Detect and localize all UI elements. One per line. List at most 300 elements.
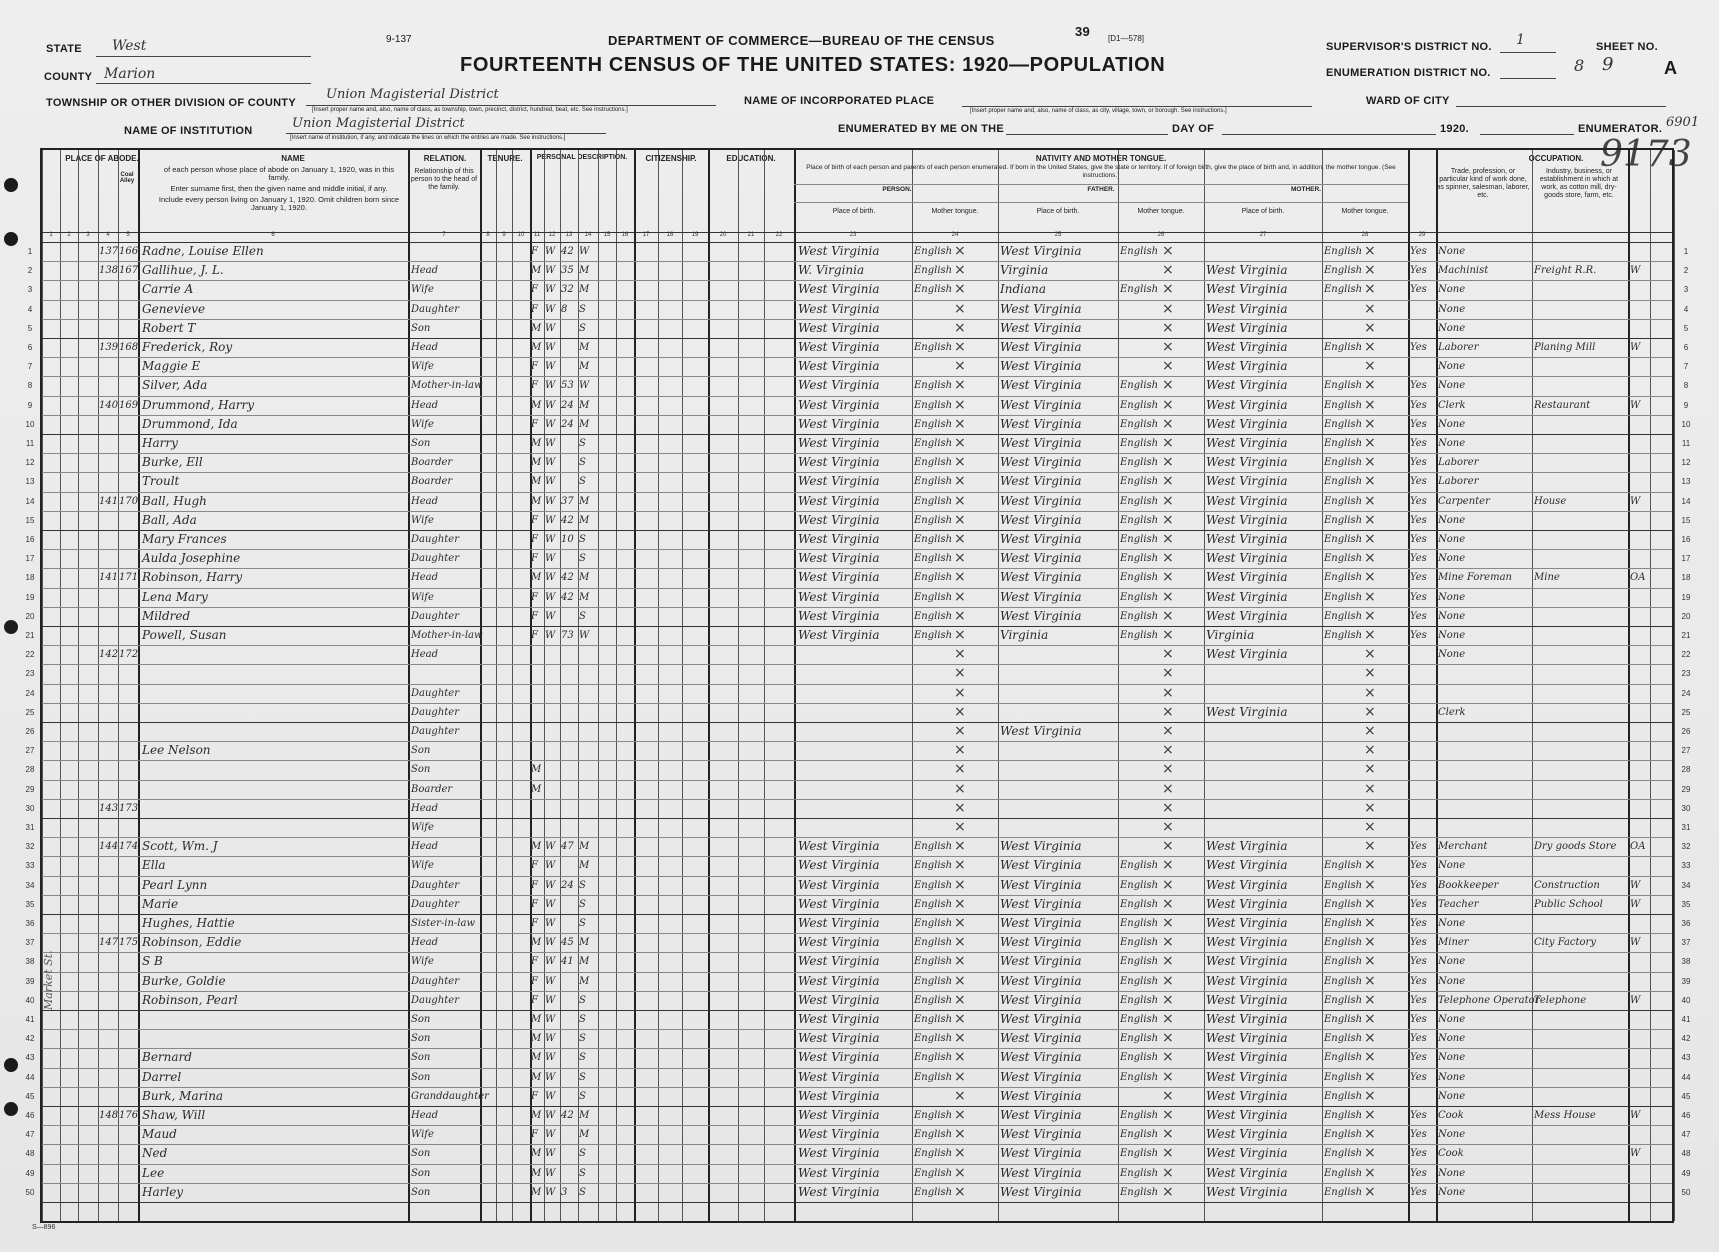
cell-relation: Wife: [411, 361, 434, 373]
cell-speak: Yes: [1410, 898, 1427, 910]
cross-mark: ×: [954, 607, 966, 624]
cell-relation: Daughter: [411, 994, 459, 1006]
table-row: [42, 280, 1672, 299]
cross-mark: ×: [1162, 646, 1174, 663]
cell-occ: Machinist: [1438, 265, 1489, 277]
cross-mark: ×: [954, 1183, 966, 1200]
cross-mark: ×: [1162, 569, 1174, 586]
cell-birth: West Virginia: [798, 301, 880, 316]
cross-mark: ×: [954, 396, 966, 413]
ward-label: WARD OF CITY: [1366, 95, 1450, 107]
cross-mark: ×: [1162, 1183, 1174, 1200]
cross-mark: ×: [1364, 703, 1376, 720]
cross-mark: ×: [954, 1011, 966, 1027]
cell-occ: Telephone Operator: [1438, 994, 1540, 1006]
cross-mark: ×: [1364, 473, 1376, 490]
cell-mtongue: English: [1324, 975, 1363, 987]
cross-mark: ×: [1162, 1145, 1174, 1162]
cell-race: W: [545, 1148, 556, 1160]
institution-value: Union Magisterial District: [292, 116, 465, 131]
cell-occ: None: [1438, 284, 1466, 296]
cell-name: Marie: [142, 896, 179, 911]
row-number-right: 31: [1681, 823, 1691, 832]
table-row: [42, 607, 1672, 626]
census-title: FOURTEENTH CENSUS OF THE UNITED STATES: 1920—POPULATION: [460, 54, 1166, 76]
cross-mark: ×: [1162, 799, 1174, 816]
row-number-left: 33: [25, 861, 35, 871]
cell-fbirth: West Virginia: [1000, 244, 1082, 258]
cell-mtongue: English: [1324, 246, 1363, 257]
cross-mark: ×: [1364, 972, 1376, 989]
cell-name: Radne, Louise Ellen: [142, 244, 264, 258]
row-number-right: 40: [1681, 995, 1691, 1005]
row-number-right: 27: [1681, 746, 1691, 756]
column-number: 13: [565, 232, 573, 238]
cell-sex: F: [531, 898, 538, 910]
cell-occ: None: [1438, 380, 1466, 392]
group-name: NAME: [281, 154, 305, 163]
cross-mark: ×: [954, 281, 966, 298]
cell-ftongue: English: [1120, 918, 1159, 929]
page-stamp: 39: [1075, 24, 1091, 39]
cell-mtongue: English: [1324, 380, 1363, 392]
cell-fbirth: West Virginia: [1000, 1031, 1082, 1046]
cell-sex: M: [531, 572, 542, 584]
cell-ftongue: English: [1120, 1110, 1159, 1121]
cell-name: Harley: [142, 1184, 184, 1199]
cell-speak: Yes: [1410, 1129, 1427, 1141]
cell-tongue: English: [914, 534, 953, 545]
cell-name: Troult: [142, 474, 180, 489]
row-number-left: 13: [25, 477, 35, 487]
column-number: 22: [775, 232, 783, 238]
cell-birth: West Virginia: [798, 474, 880, 489]
cell-relation: Son: [411, 1033, 431, 1045]
cross-mark: ×: [1162, 915, 1174, 931]
row-number-right: 46: [1681, 1111, 1691, 1120]
cell-name: Genevieve: [142, 301, 206, 316]
cell-mtongue: English: [1324, 879, 1363, 891]
row-number-right: 45: [1681, 1091, 1691, 1101]
row-number-right: 25: [1681, 707, 1691, 717]
row-number-left: 4: [27, 304, 33, 314]
department-title: DEPARTMENT OF COMMERCE—BUREAU OF THE CENSUS: [608, 33, 995, 48]
cell-name: Bernard: [142, 1050, 192, 1065]
cell-occ: None: [1438, 322, 1466, 334]
mother-birth-head: Place of birth.: [1241, 208, 1285, 215]
cell-tongue: English: [914, 495, 953, 507]
cell-relation: Son: [411, 1186, 431, 1198]
table-row: [42, 952, 1672, 971]
cell-mbirth: West Virginia: [1206, 1184, 1288, 1199]
cell-sex: M: [531, 476, 542, 488]
cell-ftongue: English: [1120, 1148, 1159, 1160]
cell-race: W: [545, 265, 556, 277]
cross-mark: ×: [1162, 243, 1174, 259]
cell-speak: Yes: [1410, 457, 1427, 469]
cell-mbirth: West Virginia: [1206, 301, 1288, 316]
column-number: 21: [747, 232, 755, 238]
cell-sex: F: [531, 610, 538, 622]
row-number-right: 22: [1681, 650, 1691, 660]
cell-mtongue: English: [1324, 1090, 1363, 1102]
column-number: 10: [517, 232, 525, 238]
row-number-right: 24: [1681, 688, 1691, 698]
cross-mark: ×: [1162, 531, 1174, 547]
cross-mark: ×: [954, 1030, 966, 1047]
cell-birth: W. Virginia: [798, 263, 865, 278]
row-number-left: 34: [25, 880, 35, 890]
cross-mark: ×: [1162, 339, 1174, 355]
row-number-left: 6: [27, 343, 33, 352]
cell-sex: F: [531, 994, 538, 1006]
table-row: [42, 492, 1672, 511]
cell-mbirth: West Virginia: [1206, 1165, 1288, 1180]
cell-mbirth: West Virginia: [1206, 263, 1288, 278]
county-label: COUNTY: [44, 71, 93, 83]
row-number-right: 15: [1681, 515, 1691, 525]
cell-race: W: [545, 841, 556, 853]
row-number-left: 20: [25, 611, 35, 621]
cell-sex: M: [531, 322, 542, 334]
cell-marital: M: [579, 956, 590, 968]
cross-mark: ×: [954, 1145, 966, 1162]
cell-tongue: English: [914, 591, 953, 603]
cell-occ: Cook: [1438, 1148, 1464, 1160]
enumerator-name-underline: [1480, 134, 1574, 135]
cell-sex: M: [531, 1033, 542, 1045]
cross-mark: ×: [1364, 607, 1376, 624]
census-grid: [25, 148, 1691, 1223]
supervisor-underline: [1500, 52, 1556, 53]
row-number-right: 43: [1681, 1053, 1691, 1063]
cell-birth: West Virginia: [798, 512, 880, 527]
cell-sex: F: [531, 534, 538, 545]
cell-name: Burke, Goldie: [142, 973, 226, 988]
row-number-left: 15: [25, 515, 35, 525]
cell-dwelling: 139: [99, 342, 119, 353]
cell-speak: Yes: [1410, 630, 1427, 641]
cell-marital: M: [579, 342, 590, 353]
cell-speak: Yes: [1410, 418, 1427, 430]
cross-mark: ×: [1162, 665, 1174, 682]
cell-marital: M: [579, 841, 590, 853]
cell-mtongue: English: [1324, 956, 1363, 968]
month-underline: [1222, 134, 1436, 135]
cell-name: Maggie E: [142, 359, 201, 374]
cell-sex: M: [531, 1148, 542, 1160]
cell-relation: Son: [411, 745, 431, 757]
cell-family: 169: [119, 399, 139, 411]
cross-mark: ×: [954, 435, 966, 451]
cell-speak: Yes: [1410, 284, 1427, 296]
cross-mark: ×: [1162, 1164, 1174, 1181]
table-row: [42, 972, 1672, 991]
table-row: [42, 760, 1672, 779]
cell-birth: West Virginia: [798, 493, 880, 508]
cell-relation: Daughter: [411, 898, 459, 910]
cell-mtongue: English: [1324, 284, 1363, 296]
row-number-right: 20: [1681, 611, 1691, 621]
cell-occ: Merchant: [1438, 841, 1488, 853]
cell-tongue: English: [914, 898, 953, 910]
cell-fbirth: West Virginia: [1000, 916, 1082, 930]
cross-mark: ×: [1162, 454, 1174, 471]
cross-mark: ×: [954, 511, 966, 528]
cross-mark: ×: [954, 1164, 966, 1181]
cell-speak: Yes: [1410, 1071, 1427, 1083]
cell-mtongue: English: [1324, 860, 1363, 872]
row-number-right: 26: [1681, 727, 1691, 736]
cell-ftongue: English: [1120, 246, 1159, 257]
cross-mark: ×: [1162, 319, 1174, 336]
cell-relation: Head: [411, 649, 439, 661]
cell-mtongue: English: [1324, 265, 1363, 277]
cell-mtongue: English: [1324, 898, 1363, 910]
cell-name: Frederick, Roy: [142, 340, 233, 354]
cell-ftongue: English: [1120, 399, 1159, 411]
cell-name: Hughes, Hattie: [142, 916, 235, 930]
cell-marital: S: [579, 1090, 586, 1102]
row-number-right: 13: [1681, 477, 1691, 487]
row-number-left: 50: [25, 1187, 35, 1197]
sheet-value: 9: [1602, 54, 1614, 75]
cell-marital: S: [579, 322, 586, 334]
cell-fbirth: West Virginia: [1000, 954, 1082, 969]
cell-name: Silver, Ada: [142, 378, 208, 393]
cell-name: Maud: [142, 1127, 177, 1142]
person-tongue-head: Mother tongue.: [931, 208, 979, 215]
cell-ftongue: English: [1120, 495, 1159, 507]
cross-mark: ×: [1162, 857, 1174, 874]
cell-dwelling: 148: [99, 1110, 119, 1121]
cell-mtongue: English: [1324, 438, 1363, 449]
cell-sex: F: [531, 879, 538, 891]
cross-mark: ×: [1364, 934, 1376, 951]
cell-speak: Yes: [1410, 956, 1427, 968]
cell-sex: M: [531, 342, 542, 353]
cross-mark: ×: [1162, 1011, 1174, 1027]
cell-occ: Carpenter: [1438, 495, 1490, 507]
cell-name: Powell, Susan: [142, 628, 227, 642]
cell-tongue: English: [914, 1129, 953, 1141]
cell-occ: Clerk: [1438, 399, 1466, 411]
cell-marital: M: [579, 361, 590, 373]
occ-industry-head: Industry, business, or establishment in which at work, as cotton mill, dry-goods store, farm, etc.: [1539, 168, 1619, 199]
cell-marital: S: [579, 1186, 586, 1198]
row-number-right: 8: [1683, 381, 1689, 391]
institution-underline: [286, 133, 606, 134]
cross-mark: ×: [954, 1126, 966, 1143]
cell-fbirth: Virginia: [1000, 628, 1049, 642]
cell-occ: None: [1438, 630, 1466, 641]
row-number-right: 29: [1681, 784, 1691, 794]
cross-mark: ×: [954, 415, 966, 432]
cell-ftongue: English: [1120, 994, 1159, 1006]
column-number: 28: [1361, 232, 1369, 238]
cell-age: 53: [561, 380, 574, 392]
cross-mark: ×: [1162, 934, 1174, 951]
cell-race: W: [545, 1186, 556, 1198]
row-number-right: 30: [1681, 803, 1691, 813]
cross-mark: ×: [1162, 627, 1174, 643]
cross-mark: ×: [1364, 319, 1376, 336]
township-label: TOWNSHIP OR OTHER DIVISION OF COUNTY: [46, 97, 296, 109]
cell-tongue: English: [914, 1110, 953, 1121]
cell-family: 174: [119, 841, 139, 853]
name-desc-3: Include every person living on January 1, 1920. Omit children born since January 1, 1920.: [158, 195, 400, 212]
cell-ftongue: English: [1120, 457, 1159, 469]
cell-sex: M: [531, 1052, 542, 1064]
group-personal: PERSONAL DESCRIPTION.: [536, 154, 628, 161]
table-row: [42, 664, 1672, 683]
cell-occ: None: [1438, 1129, 1466, 1141]
cell-sex: M: [531, 764, 542, 776]
cross-mark: ×: [1364, 857, 1376, 874]
cell-fbirth: West Virginia: [1000, 397, 1082, 412]
row-number-right: 48: [1681, 1149, 1691, 1159]
cell-ftongue: English: [1120, 1167, 1159, 1179]
cell-marital: W: [579, 380, 590, 392]
cell-relation: Daughter: [411, 726, 459, 737]
cell-fbirth: West Virginia: [1000, 532, 1082, 546]
cell-speak: Yes: [1410, 534, 1427, 545]
cell-fbirth: West Virginia: [1000, 1127, 1082, 1142]
cross-mark: ×: [1162, 550, 1174, 567]
row-number-left: 45: [25, 1091, 35, 1101]
cell-ind: House: [1534, 495, 1567, 507]
cell-emp: W: [1630, 937, 1641, 949]
cell-emp: OA: [1630, 572, 1646, 584]
enumerated-label: ENUMERATED BY ME ON THE: [838, 123, 1005, 135]
cell-relation: Wife: [411, 822, 434, 833]
cell-mbirth: West Virginia: [1206, 935, 1288, 950]
cell-mbirth: West Virginia: [1206, 340, 1288, 354]
cross-mark: ×: [1364, 243, 1376, 259]
cell-marital: S: [579, 994, 586, 1006]
cell-mbirth: West Virginia: [1206, 954, 1288, 969]
cell-age: 24: [561, 399, 574, 411]
cell-fbirth: West Virginia: [1000, 493, 1082, 508]
cell-occ: None: [1438, 1014, 1466, 1025]
cell-tongue: English: [914, 399, 953, 411]
cross-mark: ×: [1364, 550, 1376, 567]
cell-marital: W: [579, 246, 590, 257]
cross-mark: ×: [954, 723, 966, 739]
cell-sex: M: [531, 937, 542, 949]
cell-race: W: [545, 591, 556, 603]
cell-birth: West Virginia: [798, 1012, 880, 1026]
cell-relation: Daughter: [411, 706, 459, 718]
row-number-right: 19: [1681, 592, 1691, 602]
cell-race: W: [545, 1071, 556, 1083]
row-number-right: 34: [1681, 880, 1691, 890]
cell-sex: M: [531, 841, 542, 853]
cell-race: W: [545, 1090, 556, 1102]
cell-ind: Freight R.R.: [1534, 265, 1597, 277]
cell-sex: F: [531, 1090, 538, 1102]
cell-sex: F: [531, 418, 538, 430]
column-number: 2: [67, 232, 71, 238]
cell-birth: West Virginia: [798, 1050, 880, 1065]
row-number-left: 32: [25, 842, 35, 852]
cross-mark: ×: [954, 358, 966, 375]
cell-name: Gallihue, J. L.: [142, 263, 224, 278]
cell-tongue: English: [914, 1148, 953, 1160]
cell-mtongue: English: [1324, 591, 1363, 603]
cell-name: Harry: [142, 436, 178, 450]
row-number-left: 44: [25, 1072, 35, 1082]
cross-mark: ×: [954, 339, 966, 355]
cell-relation: Wife: [411, 956, 434, 968]
row-number-right: 28: [1681, 765, 1691, 775]
cell-dwelling: 143: [99, 802, 119, 814]
cell-name: Mildred: [142, 608, 191, 623]
cell-relation: Wife: [411, 860, 434, 872]
cross-mark: ×: [1364, 838, 1376, 855]
cell-relation: Mother-in-law: [411, 630, 483, 641]
cell-occ: None: [1438, 1071, 1466, 1083]
table-row: [42, 357, 1672, 376]
cell-relation: Head: [411, 265, 439, 277]
cell-tongue: English: [914, 553, 953, 565]
cell-mbirth: West Virginia: [1206, 1088, 1288, 1103]
group-education: EDUCATION.: [726, 154, 776, 163]
cross-mark: ×: [954, 665, 966, 682]
row-number-left: 8: [27, 381, 33, 391]
county-value: Marion: [104, 66, 156, 82]
cell-name: Ball, Ada: [142, 512, 197, 527]
cell-mbirth: West Virginia: [1206, 877, 1288, 892]
cell-name: Lena Mary: [142, 589, 208, 604]
cross-mark: ×: [954, 569, 966, 586]
cross-mark: ×: [1364, 876, 1376, 893]
cell-speak: Yes: [1410, 1110, 1427, 1121]
cell-mbirth: West Virginia: [1206, 416, 1288, 431]
cell-name: Aulda Josephine: [142, 551, 241, 566]
cell-occ: Laborer: [1438, 457, 1479, 469]
cell-race: W: [545, 1014, 556, 1025]
cell-mbirth: West Virginia: [1206, 1031, 1288, 1046]
cell-occ: None: [1438, 553, 1466, 565]
row-number-right: 35: [1681, 899, 1691, 909]
table-row: [42, 434, 1672, 453]
cell-dwelling: 144: [99, 841, 119, 853]
cell-tongue: English: [914, 1167, 953, 1179]
cell-mbirth: West Virginia: [1206, 570, 1288, 585]
cross-mark: ×: [1162, 723, 1174, 739]
cross-mark: ×: [1364, 262, 1376, 279]
cell-mbirth: West Virginia: [1206, 359, 1288, 374]
cell-occ: Mine Foreman: [1438, 572, 1512, 584]
cell-name: Robinson, Eddie: [142, 935, 242, 950]
cell-marital: M: [579, 591, 590, 603]
row-number-right: 2: [1683, 266, 1689, 276]
cross-mark: ×: [954, 857, 966, 874]
row-number-left: 42: [25, 1034, 35, 1044]
cross-mark: ×: [954, 473, 966, 490]
column-number: 20: [719, 232, 727, 238]
cross-mark: ×: [1364, 1107, 1376, 1123]
cross-mark: ×: [1162, 300, 1174, 317]
cross-mark: ×: [1162, 1049, 1174, 1066]
cell-relation: Daughter: [411, 879, 459, 891]
cell-race: W: [545, 380, 556, 392]
cell-relation: Wife: [411, 1129, 434, 1141]
cell-ftongue: English: [1120, 1052, 1159, 1064]
cell-dwelling: 147: [99, 937, 119, 949]
column-number: 15: [603, 232, 611, 238]
